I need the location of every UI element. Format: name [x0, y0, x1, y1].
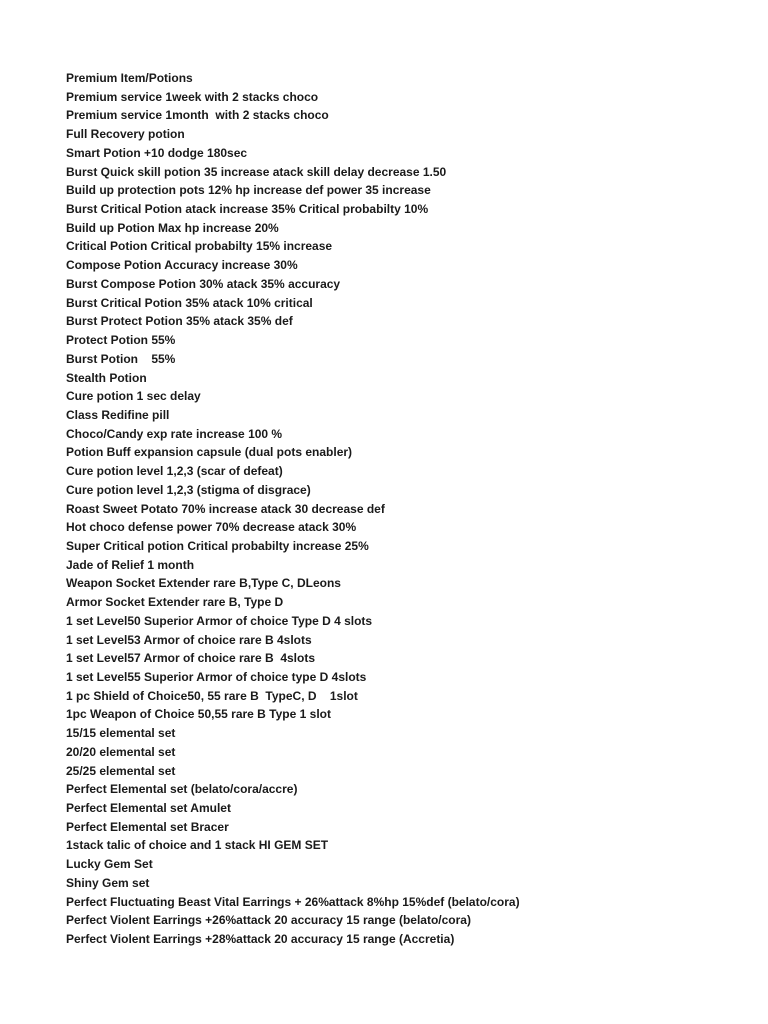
- item-line: Jade of Relief 1 month: [66, 557, 195, 572]
- item-line: Protect Potion 55%: [66, 333, 176, 348]
- item-line: Roast Sweet Potato 70% increase atack 30 decrease def: [66, 501, 385, 516]
- item-line: Perfect Elemental set Amulet: [66, 801, 231, 816]
- item-line: Hot choco defense power 70% decrease atack 30%: [66, 520, 357, 535]
- item-line: Armor Socket Extender rare B, Type D: [66, 595, 284, 610]
- item-line: Perfect Elemental set (belato/cora/accre): [66, 782, 298, 797]
- item-line: 20/20 elemental set: [66, 744, 176, 759]
- item-line: Perfect Fluctuating Beast Vital Earrings + 26%attack 8%hp 15%def (belato/cora): [66, 894, 520, 909]
- item-line: Potion Buff expansion capsule (dual pots enabler): [66, 445, 353, 460]
- item-line: Burst Critical Potion atack increase 35% Critical probabilty 10%: [66, 202, 429, 217]
- item-line: Premium service 1week with 2 stacks choco: [66, 89, 319, 104]
- item-line: Full Recovery potion: [66, 127, 185, 142]
- item-line: Smart Potion +10 dodge 180sec: [66, 145, 248, 160]
- item-line: Burst Critical Potion 35% atack 10% critical: [66, 295, 313, 310]
- item-line: 1 set Level55 Superior Armor of choice type D 4slots: [66, 670, 367, 684]
- item-line: Cure potion 1 sec delay: [66, 389, 201, 404]
- item-line: Cure potion level 1,2,3 (stigma of disgrace): [66, 482, 311, 497]
- item-line: Compose Potion Accuracy increase 30%: [66, 258, 298, 273]
- item-line: Perfect Elemental set Bracer: [66, 819, 229, 834]
- section-heading: Premium Item/Potions: [66, 71, 193, 85]
- item-line: Premium service 1month with 2 stacks choco: [66, 108, 329, 123]
- item-line: 15/15 elemental set: [66, 726, 176, 741]
- item-line: Super Critical potion Critical probabilty increase 25%: [66, 538, 369, 553]
- item-line: 25/25 elemental set: [66, 763, 176, 778]
- item-line: Build up protection pots 12% hp increase def power 35 increase: [66, 183, 431, 198]
- item-line: Burst Compose Potion 30% atack 35% accuracy: [66, 276, 341, 291]
- item-line: Lucky Gem Set: [66, 857, 153, 872]
- item-line: Burst Quick skill potion 35 increase atack skill delay decrease 1.50: [66, 164, 447, 179]
- item-line: 1 set Level57 Armor of choice rare B 4slots: [66, 651, 315, 666]
- item-line: 1 pc Shield of Choice50, 55 rare B TypeC, D 1slot: [66, 688, 358, 703]
- item-line: Burst Protect Potion 35% atack 35% def: [66, 314, 293, 329]
- item-line: Burst Potion 55%: [66, 351, 176, 366]
- item-line: Class Redifine pill: [66, 407, 170, 422]
- item-line: 1stack talic of choice and 1 stack HI GEM SET: [66, 838, 329, 853]
- item-line: 1pc Weapon of Choice 50,55 rare B Type 1 slot: [66, 707, 331, 722]
- item-line: Stealth Potion: [66, 370, 147, 385]
- item-line: Perfect Violent Earrings +26%attack 20 accuracy 15 range (belato/cora): [66, 913, 471, 928]
- item-line: Perfect Violent Earrings +28%attack 20 accuracy 15 range (Accretia): [66, 932, 455, 947]
- item-line: 1 set Level50 Superior Armor of choice Type D 4 slots: [66, 613, 373, 628]
- item-list: [66, 69, 746, 949]
- item-line: Weapon Socket Extender rare B,Type C, DLeons: [66, 576, 341, 591]
- item-line: Build up Potion Max hp increase 20%: [66, 220, 279, 235]
- item-line: Critical Potion Critical probabilty 15% increase: [66, 239, 333, 254]
- item-line: Cure potion level 1,2,3 (scar of defeat): [66, 464, 283, 479]
- item-line: 1 set Level53 Armor of choice rare B 4slots: [66, 632, 312, 647]
- item-line: Choco/Candy exp rate increase 100 %: [66, 426, 283, 441]
- item-line: Shiny Gem set: [66, 875, 150, 890]
